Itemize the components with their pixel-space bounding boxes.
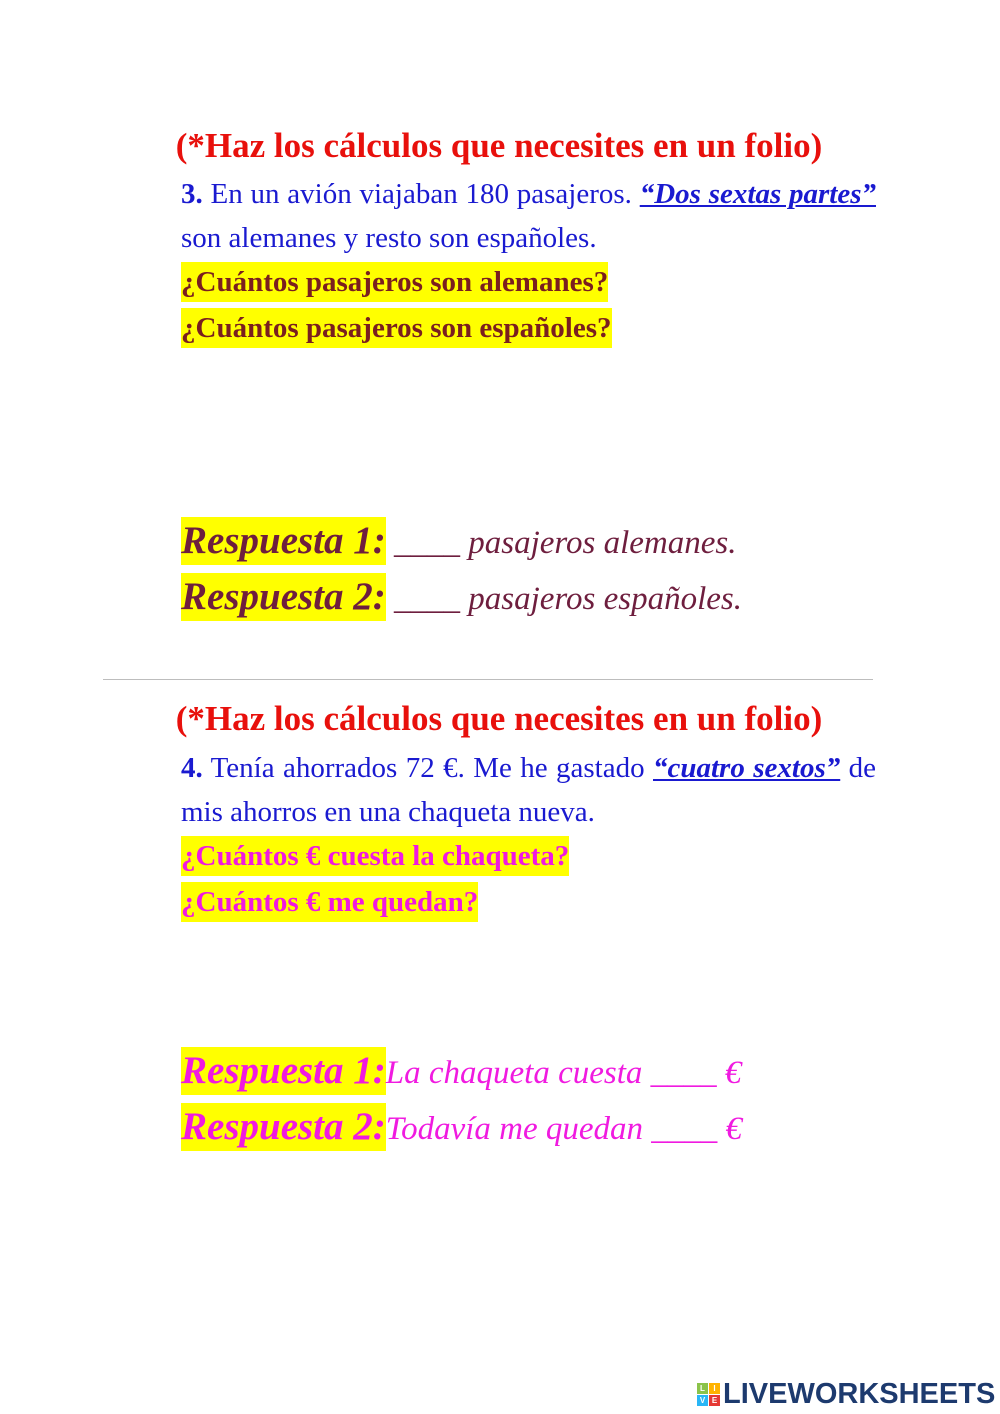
divider xyxy=(103,679,873,680)
answer-1 xyxy=(181,517,737,565)
statement-text: de mis ahorros en una chaqueta nueva. xyxy=(181,752,876,828)
question-2: ¿Cuántos pasajeros son españoles? xyxy=(181,308,612,348)
logo-letter: I xyxy=(709,1383,720,1394)
problem-3-statement xyxy=(181,172,876,260)
answer-label: Respuesta 2: xyxy=(181,1103,386,1151)
logo-letter: V xyxy=(697,1395,708,1406)
fraction-text: “cuatro sextos” xyxy=(653,752,841,784)
statement-text: En un avión viajaban 180 pasajeros. xyxy=(202,178,640,210)
instruction-3: (*Haz los cálculos que necesites en un folio) xyxy=(175,126,823,165)
answer-text[interactable]: ____ pasajeros alemanes. xyxy=(385,525,737,561)
logo-text: LIVEWORKSHEETS xyxy=(723,1378,996,1410)
statement-text: Tenía ahorrados 72 €. Me he gastado xyxy=(202,752,653,784)
answer-text[interactable]: La chaqueta cuesta ____ € xyxy=(385,1055,742,1091)
fraction-text: “Dos sextas partes” xyxy=(639,178,876,210)
liveworksheets-logo xyxy=(697,1378,995,1411)
question-1: ¿Cuántos pasajeros son alemanes? xyxy=(181,262,608,302)
question-2: ¿Cuántos € me quedan? xyxy=(181,882,478,922)
answer-2 xyxy=(181,573,742,621)
answer-label: Respuesta 1: xyxy=(181,1047,386,1095)
answer-1 xyxy=(181,1047,741,1095)
logo-letter: E xyxy=(709,1395,720,1406)
problem-number: 3. xyxy=(181,178,203,210)
statement-text: son alemanes y resto son españoles. xyxy=(181,222,597,254)
logo-letter: L xyxy=(697,1383,708,1394)
question-1: ¿Cuántos € cuesta la chaqueta? xyxy=(181,836,569,876)
logo-cube-icon xyxy=(697,1383,720,1406)
answer-text[interactable]: ____ pasajeros españoles. xyxy=(385,581,743,617)
problem-4-statement xyxy=(181,746,876,834)
problem-3 xyxy=(181,172,876,352)
answer-label: Respuesta 2: xyxy=(181,573,386,621)
answer-2 xyxy=(181,1103,742,1151)
problem-4 xyxy=(181,746,876,926)
problem-number: 4. xyxy=(181,752,203,784)
answer-label: Respuesta 1: xyxy=(181,517,386,565)
instruction-4: (*Haz los cálculos que necesites en un folio) xyxy=(175,699,823,738)
answer-text[interactable]: Todavía me quedan ____ € xyxy=(385,1111,743,1147)
